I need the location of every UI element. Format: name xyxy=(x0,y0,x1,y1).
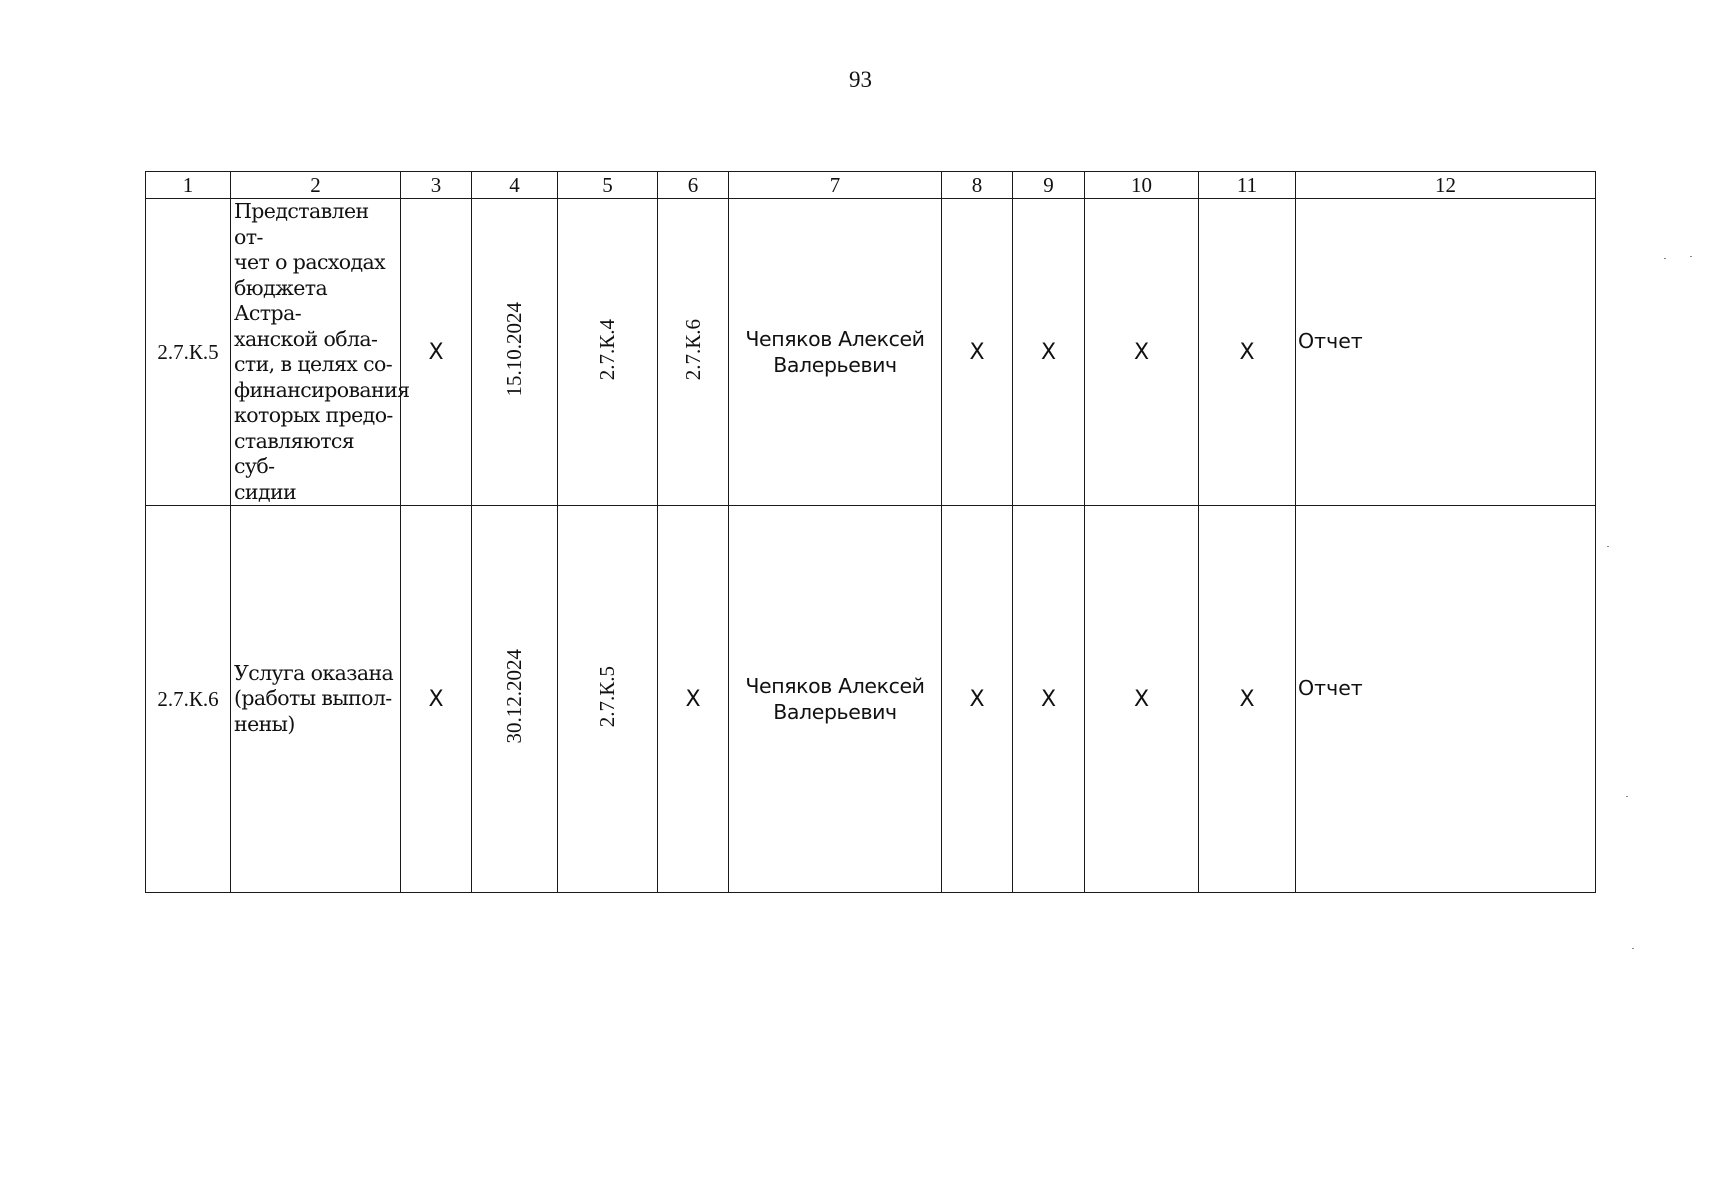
control-points-table xyxy=(145,171,1596,893)
cell-predecessor xyxy=(558,506,658,893)
description-line: (работы выпол- xyxy=(234,686,392,711)
row-description xyxy=(231,199,410,506)
header-cell: 4 xyxy=(472,172,558,199)
cell-mark: X xyxy=(401,199,472,506)
date-text: 15.10.2024 xyxy=(502,302,526,397)
header-cell: 10 xyxy=(1085,172,1199,199)
scan-speck xyxy=(1607,546,1609,547)
cell-predecessor xyxy=(558,199,658,506)
row-code: 2.7.К.5 xyxy=(146,199,231,506)
cell-responsible: Чепяков Алексей Валерьевич xyxy=(729,506,942,893)
description-line: финансирования xyxy=(234,377,410,402)
header-cell: 11 xyxy=(1199,172,1296,199)
header-cell: 8 xyxy=(942,172,1013,199)
scan-speck xyxy=(1664,258,1666,259)
description-line: сти, в целях со- xyxy=(234,352,393,376)
description-line: ханской обла- xyxy=(234,326,378,351)
description-line: Услуга оказана xyxy=(234,660,394,685)
description-line: которых предо- xyxy=(234,403,393,427)
header-cell: 12 xyxy=(1296,172,1596,199)
cell-successor: X xyxy=(658,506,729,893)
cell-mark: X xyxy=(1199,506,1296,893)
scan-speck xyxy=(1632,948,1634,949)
header-cell: 7 xyxy=(729,172,942,199)
cell-date xyxy=(472,506,558,893)
header-row xyxy=(146,172,1596,199)
description-line: сидии xyxy=(234,479,297,504)
successor-text: 2.7.К.6 xyxy=(680,318,705,381)
date-text: 30.12.2024 xyxy=(502,649,526,744)
cell-mark: X xyxy=(942,199,1013,506)
document-text: Отчет xyxy=(1298,676,1363,700)
description-line: нены) xyxy=(234,711,295,736)
header-cell: 9 xyxy=(1013,172,1085,199)
cell-mark: X xyxy=(1013,199,1085,506)
scan-speck xyxy=(1690,256,1692,257)
description-line: Представлен от- xyxy=(234,199,369,249)
table-row xyxy=(146,506,1596,893)
cell-responsible: Чепяков Алексей Валерьевич xyxy=(729,199,942,506)
cell-mark: X xyxy=(942,506,1013,893)
header-cell: 6 xyxy=(658,172,729,199)
header-cell: 2 xyxy=(231,172,401,199)
cell-mark: X xyxy=(1085,199,1199,506)
document-text: Отчет xyxy=(1298,329,1363,353)
cell-mark: X xyxy=(401,506,472,893)
page-number: 93 xyxy=(849,67,872,92)
scan-speck xyxy=(1626,796,1628,797)
cell-mark: X xyxy=(1199,199,1296,506)
cell-document xyxy=(1296,506,1596,893)
predecessor-text: 2.7.К.5 xyxy=(595,665,619,728)
header-cell: 5 xyxy=(558,172,658,199)
description-line: чет о расходах xyxy=(234,250,386,274)
row-code: 2.7.К.6 xyxy=(146,506,231,893)
cell-successor xyxy=(658,199,729,506)
cell-date xyxy=(472,199,558,506)
header-cell: 3 xyxy=(401,172,472,199)
header-cell: 1 xyxy=(146,172,231,199)
description-line: бюджета Астра- xyxy=(234,275,328,325)
cell-document xyxy=(1296,199,1596,506)
description-line: ставляются суб- xyxy=(234,428,355,478)
table-row xyxy=(146,199,1596,506)
cell-mark: X xyxy=(1085,506,1199,893)
table-header xyxy=(146,172,1596,199)
predecessor-text: 2.7.К.4 xyxy=(595,318,619,381)
row-description xyxy=(231,506,401,893)
cell-mark: X xyxy=(1013,506,1085,893)
